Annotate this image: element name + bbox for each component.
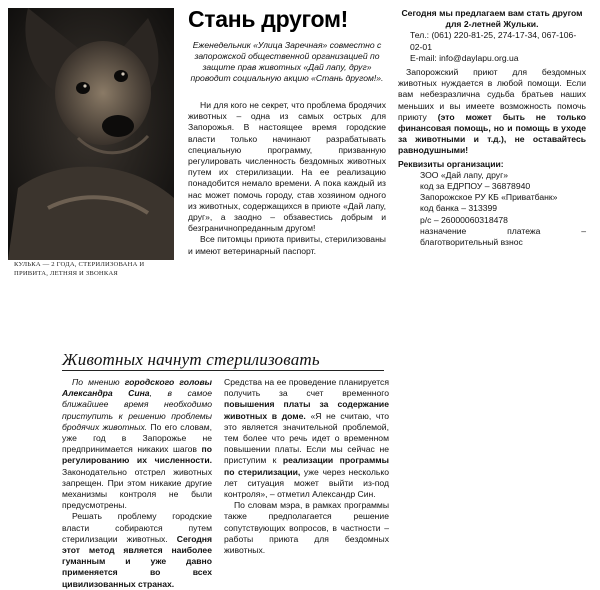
lead-part: По мнению: [72, 377, 120, 387]
sidebar-info: [398, 8, 586, 248]
requisite-line: Запорожское РУ КБ «Приватбанк»: [420, 192, 558, 203]
article-paragraph: Все питомцы приюта привиты, стерилизованы и имеют ветеринарный паспорт.: [188, 234, 386, 256]
article2-paragraph: [62, 511, 212, 589]
article-intro: Еженедельник «Улица Заречная» совместно с запорожской общественной организацией по защите прав животных «Дай лапу, друг» проводит социальную акцию «Стань другом!».: [190, 40, 384, 83]
requisite-line: р/с – 26000060318478: [420, 214, 508, 225]
article-body: [188, 100, 386, 257]
requisites-title: Реквизиты организации:: [398, 158, 504, 169]
p2-part: Средства на ее проведение планируется получить за счет временного: [224, 377, 389, 399]
photo-caption: КУЛЬКА — 2 ГОДА, СТЕРИЛИЗОВАНА И ПРИВИТА, ЛЕТНЯЯ И ЗВОНКАЯ: [14, 261, 145, 277]
p1-rest: По его словам, уже год в Запорожье не предпринимается никаких шагов: [62, 421, 213, 455]
requisite-line: код за ЕДРПОУ – 36878940: [420, 181, 531, 192]
article2-column-left: [62, 377, 212, 590]
article2-title: Животных начнут стерилизовать: [62, 350, 320, 369]
phone-numbers: Тел.: (061) 220-81-25, 274-17-34, 067-106-02-01: [410, 30, 577, 52]
article2-paragraph: [224, 377, 389, 500]
shelter-text: Запорожский приют для бездомных животных нуждается в любой помощи. Если вам небезразлична судьба братьев наших меньших и вы имеете возможность помочь приюту: [398, 67, 586, 122]
requisite-line: код банка – 313399: [420, 203, 498, 214]
p2-bold: реализации программы по стерилизации,: [224, 455, 390, 477]
title-rule: [62, 370, 384, 371]
shelter-bold: (это может быть не только финансовая помощь, но и помощь в уходе за животными и т.д.),: [398, 111, 586, 145]
article-title: Стань другом!: [188, 6, 349, 32]
article2-paragraph: По словам мэра, в рамках программы также предполагается решение сопутствующих вопросов, в частности – работы приюта для бездомных животных.: [224, 500, 389, 556]
p2-part: «Я не считаю, что это является значительной проблемой, тем более что речь идет о временном повышении платы. Если мы сейчас не приступим к: [224, 410, 390, 466]
email-address[interactable]: E-mail: info@daylapu.org.ua: [410, 52, 519, 63]
lead-part: , в самое ближайшее время необходимо приступить к решению проблемы бродячих животных.: [62, 388, 212, 432]
p2-part: Решать проблему городские власти собираются путем стерилизации животных.: [62, 511, 212, 544]
dog-image: [8, 8, 174, 260]
requisite-line: ЗОО «Дай лапу, друг»: [420, 169, 508, 180]
p1-rest: Законодательно отстрел животных запрещен. При этом никакие другие механизмы контроля не были предусмотрены.: [62, 466, 212, 511]
shelter-appeal: [398, 67, 586, 157]
payment-purpose: назначение платежа – благотворительный взнос: [420, 225, 586, 248]
article2-column-right: [224, 377, 389, 556]
offer-text: Сегодня мы предлагаем вам стать другом для 2-летней Жульки.: [401, 8, 583, 30]
article2-lead: [62, 377, 212, 511]
p2-bold: повышения платы за содержание животных в доме.: [224, 399, 389, 421]
lead-bold: городского головы Александра Сина: [62, 377, 213, 399]
p2-part: уже через несколько лет ситуация может выйти из-под контроля», – отметил Александр Син.: [224, 466, 390, 500]
article-paragraph: Ни для кого не секрет, что проблема бродячих животных – одна из самых острых для Запорожья. В настоящее время городские власти только начинают разрабатывать специальную программу, призванную регулировать численность бездомных животных путем их стерилизации. На ее реализацию понадобится немало времени. А пока каждый из нас может помочь городу, став хозяином одного из животных, содержащихся в приюте «Дай лапу, друг», а заодно – обзавестись добрым и безграничнопреданным другом!: [188, 100, 386, 234]
dog-photo: [8, 8, 174, 260]
shelter-end: не оставайтесь равнодушными!: [398, 134, 587, 156]
p1-bold: по регулированию их численности.: [62, 444, 212, 466]
p2-bold: Сегодня этот метод является наиболее гуманным и уже давно применяется во всех цивилизованных странах.: [62, 533, 213, 589]
